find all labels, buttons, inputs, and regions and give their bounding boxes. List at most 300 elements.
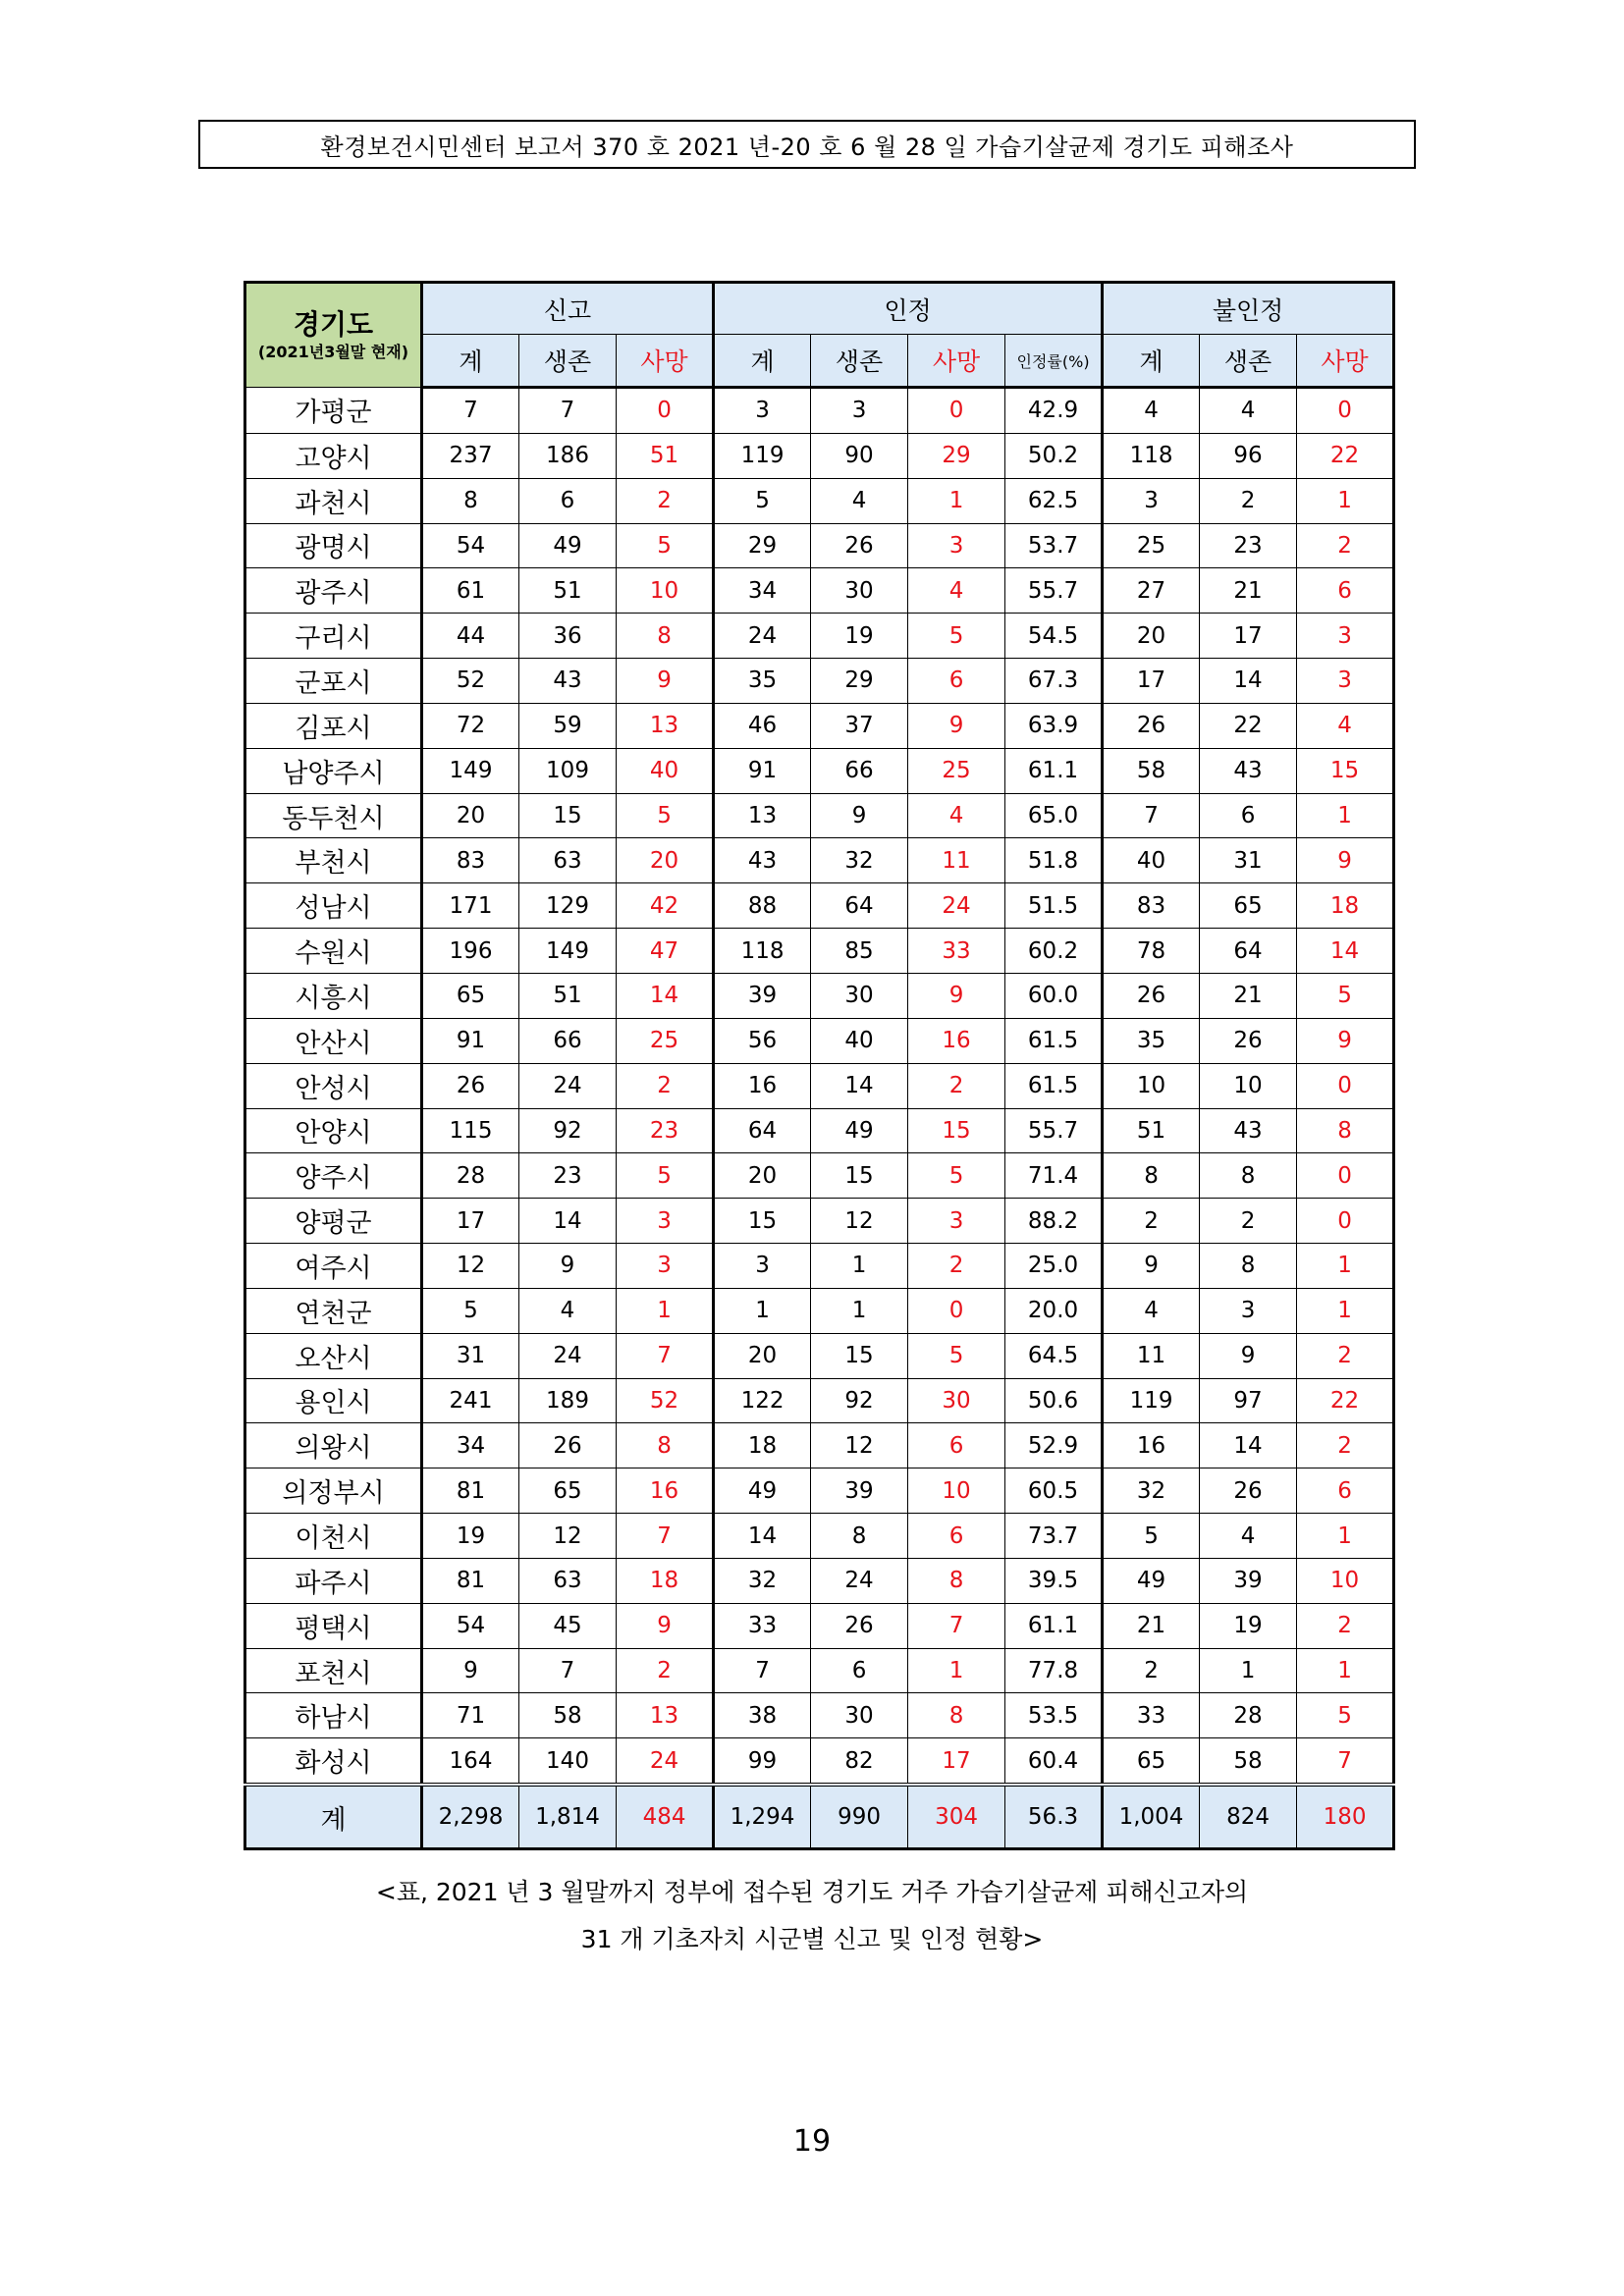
region-name: 화성시 bbox=[245, 1738, 422, 1785]
table-cell: 31 bbox=[1200, 838, 1297, 883]
table-cell: 92 bbox=[519, 1108, 617, 1153]
table-cell: 53.5 bbox=[1005, 1693, 1103, 1738]
table-cell: 0 bbox=[617, 388, 714, 434]
table-cell: 484 bbox=[617, 1785, 714, 1849]
table-cell: 51 bbox=[617, 433, 714, 478]
table-cell: 25.0 bbox=[1005, 1244, 1103, 1289]
table-cell: 52 bbox=[422, 659, 519, 704]
table-cell: 8 bbox=[908, 1693, 1005, 1738]
table-cell: 0 bbox=[1297, 1153, 1394, 1199]
region-name: 평택시 bbox=[245, 1603, 422, 1648]
table-cell: 2 bbox=[1200, 1199, 1297, 1244]
region-name: 안산시 bbox=[245, 1018, 422, 1063]
table-cell: 4 bbox=[1297, 703, 1394, 748]
table-cell: 14 bbox=[617, 973, 714, 1018]
table-cell: 9 bbox=[1297, 838, 1394, 883]
table-cell: 49 bbox=[519, 523, 617, 568]
table-cell: 39 bbox=[714, 973, 811, 1018]
table-cell: 39 bbox=[811, 1468, 908, 1514]
table-cell: 5 bbox=[908, 1153, 1005, 1199]
region-name: 군포시 bbox=[245, 659, 422, 704]
table-cell: 1,004 bbox=[1103, 1785, 1200, 1849]
table-cell: 81 bbox=[422, 1468, 519, 1514]
table-cell: 51 bbox=[1103, 1108, 1200, 1153]
table-cell: 43 bbox=[1200, 1108, 1297, 1153]
table-cell: 6 bbox=[908, 659, 1005, 704]
table-cell: 1 bbox=[1297, 1514, 1394, 1559]
table-cell: 63 bbox=[519, 838, 617, 883]
table-cell: 3 bbox=[811, 388, 908, 434]
table-cell: 1 bbox=[1297, 478, 1394, 523]
table-cell: 26 bbox=[1103, 703, 1200, 748]
corner-subtitle: (2021년3월말 현재) bbox=[257, 342, 409, 361]
table-cell: 40 bbox=[617, 748, 714, 793]
table-cell: 241 bbox=[422, 1378, 519, 1423]
table-cell: 33 bbox=[1103, 1693, 1200, 1738]
table-cell: 6 bbox=[908, 1423, 1005, 1468]
table-cell: 5 bbox=[908, 1333, 1005, 1378]
table-cell: 6 bbox=[1297, 1468, 1394, 1514]
table-cell: 54 bbox=[422, 1603, 519, 1648]
table-row bbox=[245, 1558, 1394, 1603]
table-cell: 1 bbox=[1200, 1648, 1297, 1693]
group-header-unrecognized: 불인정 bbox=[1103, 283, 1394, 335]
table-cell: 72 bbox=[422, 703, 519, 748]
table-cell: 52 bbox=[617, 1378, 714, 1423]
table-row bbox=[245, 1018, 1394, 1063]
table-cell: 2 bbox=[1297, 1603, 1394, 1648]
region-name: 부천시 bbox=[245, 838, 422, 883]
table-cell: 38 bbox=[714, 1693, 811, 1738]
table-cell: 5 bbox=[1103, 1514, 1200, 1559]
table-row bbox=[245, 388, 1394, 434]
table-cell: 29 bbox=[811, 659, 908, 704]
table-cell: 14 bbox=[811, 1063, 908, 1108]
table-cell: 58 bbox=[1200, 1738, 1297, 1785]
table-row bbox=[245, 1514, 1394, 1559]
table-cell: 51.5 bbox=[1005, 883, 1103, 929]
table-cell: 99 bbox=[714, 1738, 811, 1785]
region-name: 구리시 bbox=[245, 614, 422, 659]
table-cell: 4 bbox=[1200, 388, 1297, 434]
table-cell: 3 bbox=[714, 388, 811, 434]
table-cell: 7 bbox=[519, 1648, 617, 1693]
table-cell: 20 bbox=[714, 1333, 811, 1378]
table-row bbox=[245, 1468, 1394, 1514]
table-cell: 6 bbox=[811, 1648, 908, 1693]
table-cell: 33 bbox=[714, 1603, 811, 1648]
table-cell: 14 bbox=[1297, 929, 1394, 974]
table-cell: 64 bbox=[714, 1108, 811, 1153]
table-row bbox=[245, 1738, 1394, 1785]
table-cell: 23 bbox=[519, 1153, 617, 1199]
table-cell: 2 bbox=[1103, 1648, 1200, 1693]
table-cell: 8 bbox=[617, 1423, 714, 1468]
table-cell: 2,298 bbox=[422, 1785, 519, 1849]
table-cell: 2 bbox=[617, 478, 714, 523]
table-cell: 12 bbox=[811, 1199, 908, 1244]
table-cell: 4 bbox=[1200, 1514, 1297, 1559]
table-cell: 0 bbox=[1297, 388, 1394, 434]
table-row bbox=[245, 433, 1394, 478]
table-cell: 65 bbox=[1200, 883, 1297, 929]
table-row bbox=[245, 568, 1394, 614]
table-cell: 8 bbox=[422, 478, 519, 523]
table-cell: 3 bbox=[1297, 659, 1394, 704]
table-cell: 49 bbox=[811, 1108, 908, 1153]
table-cell: 77.8 bbox=[1005, 1648, 1103, 1693]
table-cell: 8 bbox=[908, 1558, 1005, 1603]
total-row bbox=[245, 1785, 1394, 1849]
table-cell: 1 bbox=[1297, 1288, 1394, 1333]
table-cell: 71 bbox=[422, 1693, 519, 1738]
table-cell: 9 bbox=[1297, 1018, 1394, 1063]
table-cell: 6 bbox=[519, 478, 617, 523]
table-cell: 149 bbox=[422, 748, 519, 793]
caption-line-2: 31 개 기초자치 시군별 신고 및 인정 현황> bbox=[580, 1925, 1044, 1953]
table-cell: 4 bbox=[1103, 1288, 1200, 1333]
table-cell: 56 bbox=[714, 1018, 811, 1063]
table-cell: 2 bbox=[617, 1648, 714, 1693]
table-cell: 1 bbox=[1297, 1648, 1394, 1693]
table-cell: 2 bbox=[1297, 1423, 1394, 1468]
table-cell: 7 bbox=[1103, 793, 1200, 838]
table-cell: 28 bbox=[1200, 1693, 1297, 1738]
table-cell: 5 bbox=[1297, 1693, 1394, 1738]
table-cell: 4 bbox=[811, 478, 908, 523]
col-header-rate: 인정률(%) bbox=[1005, 335, 1103, 388]
table-cell: 21 bbox=[1103, 1603, 1200, 1648]
table-cell: 8 bbox=[1297, 1108, 1394, 1153]
table-cell: 15 bbox=[714, 1199, 811, 1244]
table-cell: 1 bbox=[617, 1288, 714, 1333]
region-name: 여주시 bbox=[245, 1244, 422, 1289]
table-cell: 50.2 bbox=[1005, 433, 1103, 478]
table-cell: 39 bbox=[1200, 1558, 1297, 1603]
col-header-total: 계 bbox=[422, 335, 519, 388]
table-row bbox=[245, 793, 1394, 838]
table-cell: 2 bbox=[908, 1244, 1005, 1289]
table-cell: 63.9 bbox=[1005, 703, 1103, 748]
table-cell: 8 bbox=[617, 614, 714, 659]
table-cell: 14 bbox=[1200, 1423, 1297, 1468]
table-cell: 9 bbox=[1200, 1333, 1297, 1378]
table-cell: 55.7 bbox=[1005, 1108, 1103, 1153]
table-cell: 2 bbox=[1103, 1199, 1200, 1244]
table-cell: 26 bbox=[811, 523, 908, 568]
table-cell: 88 bbox=[714, 883, 811, 929]
table-cell: 20 bbox=[714, 1153, 811, 1199]
table-cell: 91 bbox=[422, 1018, 519, 1063]
table-cell: 3 bbox=[1200, 1288, 1297, 1333]
table-cell: 65 bbox=[422, 973, 519, 1018]
table-cell: 20 bbox=[617, 838, 714, 883]
table-row bbox=[245, 883, 1394, 929]
table-cell: 20.0 bbox=[1005, 1288, 1103, 1333]
table-cell: 59 bbox=[519, 703, 617, 748]
table-cell: 65 bbox=[1103, 1738, 1200, 1785]
region-name: 과천시 bbox=[245, 478, 422, 523]
table-cell: 20 bbox=[422, 793, 519, 838]
table-cell: 18 bbox=[1297, 883, 1394, 929]
table-cell: 9 bbox=[617, 1603, 714, 1648]
caption-line-1: <표, 2021 년 3 월말까지 정부에 접수된 경기도 거주 가습기살균제 피해신고자의 bbox=[375, 1878, 1249, 1906]
region-name: 양평군 bbox=[245, 1199, 422, 1244]
table-cell: 78 bbox=[1103, 929, 1200, 974]
table-cell: 16 bbox=[617, 1468, 714, 1514]
table-cell: 37 bbox=[811, 703, 908, 748]
table-cell: 6 bbox=[1200, 793, 1297, 838]
table-cell: 304 bbox=[908, 1785, 1005, 1849]
table-cell: 17 bbox=[1200, 614, 1297, 659]
table-cell: 62.5 bbox=[1005, 478, 1103, 523]
table-cell: 4 bbox=[908, 793, 1005, 838]
table-cell: 36 bbox=[519, 614, 617, 659]
table-cell: 10 bbox=[1103, 1063, 1200, 1108]
table-cell: 29 bbox=[908, 433, 1005, 478]
table-cell: 5 bbox=[422, 1288, 519, 1333]
table-cell: 24 bbox=[714, 614, 811, 659]
table-cell: 6 bbox=[1297, 568, 1394, 614]
table-cell: 83 bbox=[1103, 883, 1200, 929]
table-cell: 28 bbox=[422, 1153, 519, 1199]
report-header bbox=[198, 120, 1416, 169]
table-cell: 34 bbox=[422, 1423, 519, 1468]
table-cell: 24 bbox=[519, 1063, 617, 1108]
table-cell: 90 bbox=[811, 433, 908, 478]
table-cell: 3 bbox=[714, 1244, 811, 1289]
table-cell: 14 bbox=[519, 1199, 617, 1244]
table-cell: 2 bbox=[908, 1063, 1005, 1108]
col-header-dead: 사망 bbox=[617, 335, 714, 388]
table-cell: 1 bbox=[811, 1244, 908, 1289]
table-cell: 18 bbox=[714, 1423, 811, 1468]
table-cell: 42.9 bbox=[1005, 388, 1103, 434]
table-cell: 71.4 bbox=[1005, 1153, 1103, 1199]
table-cell: 15 bbox=[811, 1333, 908, 1378]
table-cell: 32 bbox=[714, 1558, 811, 1603]
table-row bbox=[245, 748, 1394, 793]
table-cell: 5 bbox=[617, 793, 714, 838]
table-cell: 61 bbox=[422, 568, 519, 614]
table-cell: 9 bbox=[1103, 1244, 1200, 1289]
table-cell: 30 bbox=[811, 568, 908, 614]
table-row bbox=[245, 973, 1394, 1018]
table-cell: 5 bbox=[617, 1153, 714, 1199]
table-cell: 8 bbox=[811, 1514, 908, 1559]
table-cell: 10 bbox=[617, 568, 714, 614]
table-cell: 6 bbox=[908, 1514, 1005, 1559]
table-cell: 64 bbox=[811, 883, 908, 929]
table-cell: 85 bbox=[811, 929, 908, 974]
table-cell: 24 bbox=[519, 1333, 617, 1378]
table-cell: 40 bbox=[811, 1018, 908, 1063]
table-cell: 4 bbox=[1103, 388, 1200, 434]
table-cell: 1 bbox=[1297, 793, 1394, 838]
table-cell: 7 bbox=[519, 388, 617, 434]
damage-report-table bbox=[244, 281, 1395, 1850]
table-cell: 96 bbox=[1200, 433, 1297, 478]
table-cell: 58 bbox=[519, 1693, 617, 1738]
table-cell: 180 bbox=[1297, 1785, 1394, 1849]
table-cell: 51 bbox=[519, 973, 617, 1018]
table-cell: 18 bbox=[617, 1558, 714, 1603]
col-header-dead: 사망 bbox=[1297, 335, 1394, 388]
col-header-alive: 생존 bbox=[1200, 335, 1297, 388]
region-name: 광주시 bbox=[245, 568, 422, 614]
table-cell: 7 bbox=[1297, 1738, 1394, 1785]
table-cell: 49 bbox=[714, 1468, 811, 1514]
table-row bbox=[245, 1378, 1394, 1423]
table-cell: 0 bbox=[908, 1288, 1005, 1333]
table-cell: 25 bbox=[908, 748, 1005, 793]
corner-title: 경기도 bbox=[293, 307, 374, 341]
table-cell: 119 bbox=[714, 433, 811, 478]
group-header-report: 신고 bbox=[422, 283, 714, 335]
table-cell: 61.1 bbox=[1005, 748, 1103, 793]
table-cell: 54 bbox=[422, 523, 519, 568]
table-cell: 83 bbox=[422, 838, 519, 883]
table-cell: 13 bbox=[617, 1693, 714, 1738]
table-cell: 1,294 bbox=[714, 1785, 811, 1849]
table-cell: 21 bbox=[1200, 568, 1297, 614]
table-cell: 9 bbox=[908, 703, 1005, 748]
table-cell: 109 bbox=[519, 748, 617, 793]
table-cell: 64.5 bbox=[1005, 1333, 1103, 1378]
region-name: 이천시 bbox=[245, 1514, 422, 1559]
table-cell: 15 bbox=[811, 1153, 908, 1199]
table-cell: 50.6 bbox=[1005, 1378, 1103, 1423]
table-cell: 61.5 bbox=[1005, 1018, 1103, 1063]
table-cell: 1 bbox=[811, 1288, 908, 1333]
region-name: 시흥시 bbox=[245, 973, 422, 1018]
table-cell: 196 bbox=[422, 929, 519, 974]
table-cell: 63 bbox=[519, 1558, 617, 1603]
table-cell: 5 bbox=[617, 523, 714, 568]
region-name: 안성시 bbox=[245, 1063, 422, 1108]
page-number: 19 bbox=[792, 2124, 832, 2159]
table-cell: 47 bbox=[617, 929, 714, 974]
table-cell: 22 bbox=[1297, 433, 1394, 478]
table-cell: 15 bbox=[1297, 748, 1394, 793]
table-cell: 91 bbox=[714, 748, 811, 793]
table-cell: 11 bbox=[1103, 1333, 1200, 1378]
table-cell: 10 bbox=[1200, 1063, 1297, 1108]
table-cell: 9 bbox=[617, 659, 714, 704]
table-cell: 189 bbox=[519, 1378, 617, 1423]
table-cell: 16 bbox=[714, 1063, 811, 1108]
region-name: 용인시 bbox=[245, 1378, 422, 1423]
region-name: 하남시 bbox=[245, 1693, 422, 1738]
table-cell: 26 bbox=[1200, 1468, 1297, 1514]
table-cell: 25 bbox=[1103, 523, 1200, 568]
table-cell: 990 bbox=[811, 1785, 908, 1849]
table-cell: 60.5 bbox=[1005, 1468, 1103, 1514]
col-header-total: 계 bbox=[1103, 335, 1200, 388]
table-cell: 1 bbox=[714, 1288, 811, 1333]
table-cell: 15 bbox=[908, 1108, 1005, 1153]
table-cell: 9 bbox=[908, 973, 1005, 1018]
table-cell: 17 bbox=[1103, 659, 1200, 704]
table-cell: 118 bbox=[714, 929, 811, 974]
region-name: 김포시 bbox=[245, 703, 422, 748]
table-cell: 53.7 bbox=[1005, 523, 1103, 568]
table-cell: 3 bbox=[1297, 614, 1394, 659]
report-header-text: 환경보건시민센터 보고서 370 호 2021 년-20 호 6 월 28 일 가습기살균제 경기도 피해조사 bbox=[320, 133, 1294, 161]
table-cell: 42 bbox=[617, 883, 714, 929]
table-cell: 15 bbox=[519, 793, 617, 838]
table-cell: 237 bbox=[422, 433, 519, 478]
table-cell: 10 bbox=[1297, 1558, 1394, 1603]
table-cell: 9 bbox=[422, 1648, 519, 1693]
table-cell: 35 bbox=[1103, 1018, 1200, 1063]
table-cell: 3 bbox=[908, 1199, 1005, 1244]
table-cell: 23 bbox=[617, 1108, 714, 1153]
table-cell: 46 bbox=[714, 703, 811, 748]
table-cell: 34 bbox=[714, 568, 811, 614]
table-cell: 2 bbox=[1297, 523, 1394, 568]
table-cell: 30 bbox=[908, 1378, 1005, 1423]
table-cell: 129 bbox=[519, 883, 617, 929]
table-cell: 11 bbox=[908, 838, 1005, 883]
table-cell: 140 bbox=[519, 1738, 617, 1785]
table-cell: 0 bbox=[908, 388, 1005, 434]
table-cell: 824 bbox=[1200, 1785, 1297, 1849]
region-name: 고양시 bbox=[245, 433, 422, 478]
table-cell: 5 bbox=[908, 614, 1005, 659]
table-cell: 33 bbox=[908, 929, 1005, 974]
table-row bbox=[245, 478, 1394, 523]
region-name: 광명시 bbox=[245, 523, 422, 568]
table-cell: 24 bbox=[908, 883, 1005, 929]
table-row bbox=[245, 703, 1394, 748]
table-cell: 13 bbox=[617, 703, 714, 748]
table-cell: 1 bbox=[908, 478, 1005, 523]
table-cell: 26 bbox=[811, 1603, 908, 1648]
table-body bbox=[245, 388, 1394, 1849]
table-cell: 26 bbox=[519, 1423, 617, 1468]
col-header-alive: 생존 bbox=[519, 335, 617, 388]
table-cell: 14 bbox=[1200, 659, 1297, 704]
region-name: 동두천시 bbox=[245, 793, 422, 838]
table-cell: 25 bbox=[617, 1018, 714, 1063]
table-cell: 43 bbox=[519, 659, 617, 704]
table-row bbox=[245, 838, 1394, 883]
table-cell: 12 bbox=[519, 1514, 617, 1559]
table-cell: 9 bbox=[811, 793, 908, 838]
table-cell: 13 bbox=[714, 793, 811, 838]
table-cell: 115 bbox=[422, 1108, 519, 1153]
table-cell: 8 bbox=[1103, 1153, 1200, 1199]
col-header-dead: 사망 bbox=[908, 335, 1005, 388]
region-name: 남양주시 bbox=[245, 748, 422, 793]
table-cell: 7 bbox=[908, 1603, 1005, 1648]
region-name: 의왕시 bbox=[245, 1423, 422, 1468]
table-cell: 52.9 bbox=[1005, 1423, 1103, 1468]
table-corner bbox=[245, 283, 422, 388]
table-cell: 26 bbox=[1103, 973, 1200, 1018]
table-cell: 92 bbox=[811, 1378, 908, 1423]
table-cell: 55.7 bbox=[1005, 568, 1103, 614]
table-cell: 24 bbox=[617, 1738, 714, 1785]
table-cell: 1 bbox=[908, 1648, 1005, 1693]
table-cell: 19 bbox=[422, 1514, 519, 1559]
col-header-alive: 생존 bbox=[811, 335, 908, 388]
table-cell: 19 bbox=[811, 614, 908, 659]
region-name: 오산시 bbox=[245, 1333, 422, 1378]
table-cell: 4 bbox=[519, 1288, 617, 1333]
table-cell: 7 bbox=[617, 1514, 714, 1559]
